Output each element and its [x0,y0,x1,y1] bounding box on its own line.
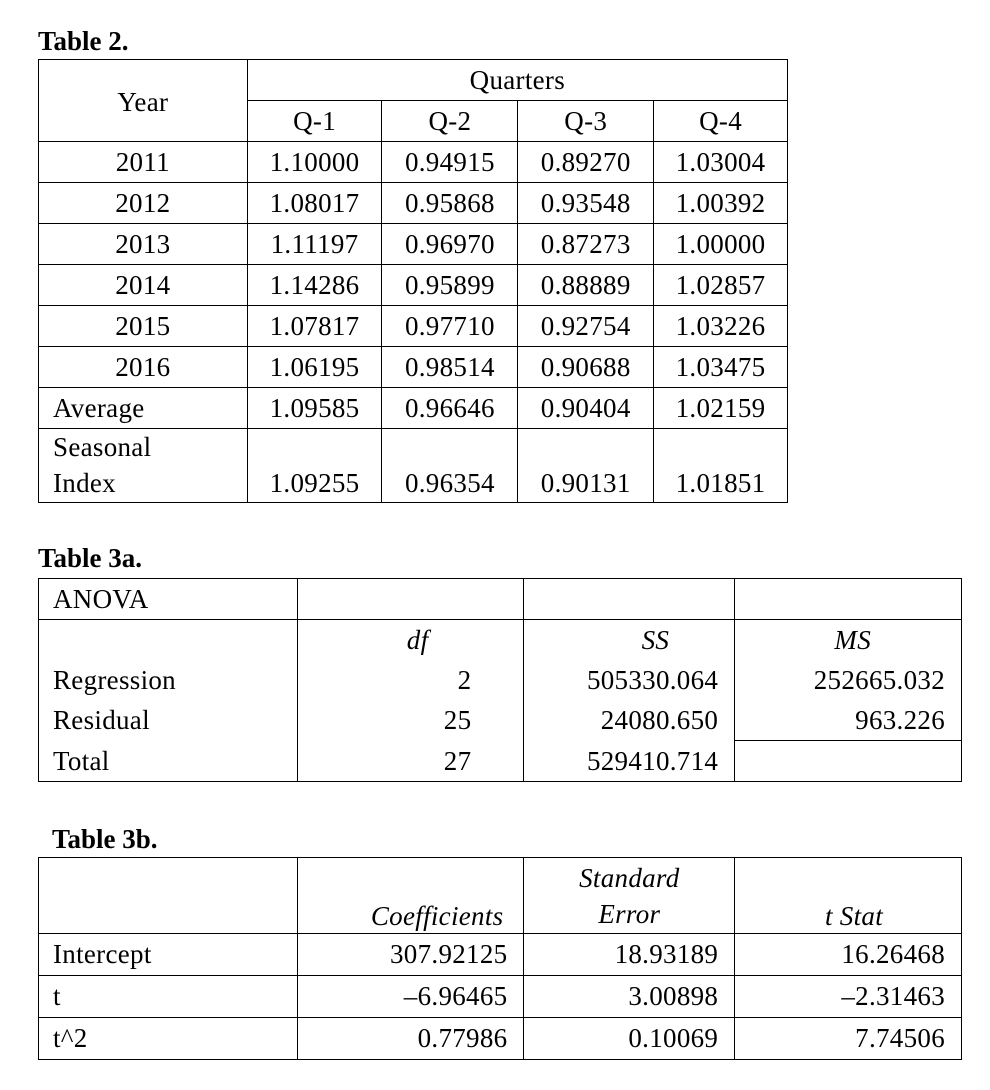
anova-title: ANOVA [39,579,298,620]
table-row [39,1017,962,1059]
table2-caption: Table 2. [38,26,129,56]
table3a-caption: Table 3a. [38,543,143,573]
table2 [38,59,788,503]
df-cell: 27 [297,741,524,782]
df-header: df [297,620,524,661]
value-cell: 0.90404 [518,388,654,429]
ms-cell [735,741,962,782]
value-cell: 1.10000 [247,142,382,183]
table-row [39,306,788,347]
value-cell: 1.03004 [654,142,788,183]
value-cell: 0.90131 [518,429,654,503]
value-cell: 0.96354 [382,429,518,503]
coef-cell: 307.92125 [297,933,524,975]
table-row [39,660,962,700]
value-cell: 1.09585 [247,388,382,429]
value-cell: 1.03475 [654,347,788,388]
value-cell: 1.02857 [654,265,788,306]
quarter-header: Q-1 [247,101,382,142]
value-cell: 1.06195 [247,347,382,388]
table3b-coefficients [38,857,962,1060]
coef-cell: 0.77986 [297,1017,524,1059]
table-row [39,933,962,975]
value-cell: 0.92754 [518,306,654,347]
t-stat-header: t Stat [735,858,962,934]
ms-cell: 252665.032 [735,660,962,700]
ss-cell: 529410.714 [524,741,735,782]
value-cell: 0.97710 [382,306,518,347]
table-row [39,142,788,183]
table-row [39,183,788,224]
df-cell: 25 [297,700,524,741]
quarter-header: Q-3 [518,101,654,142]
se-cell: 18.93189 [524,933,735,975]
value-cell: 1.07817 [247,306,382,347]
standard-error-header [524,858,735,934]
value-cell: 1.00000 [654,224,788,265]
value-cell: 1.08017 [247,183,382,224]
value-cell: 1.11197 [247,224,382,265]
coef-cell: –6.96465 [297,975,524,1017]
table-row [39,224,788,265]
standard-error-line1: Standard [579,863,680,893]
value-cell: 0.95868 [382,183,518,224]
year-cell: 2013 [39,224,248,265]
value-cell: 0.94915 [382,142,518,183]
value-cell: 0.98514 [382,347,518,388]
se-cell: 3.00898 [524,975,735,1017]
ss-header: SS [524,620,735,661]
value-cell: 0.87273 [518,224,654,265]
year-cell: 2015 [39,306,248,347]
ss-cell: 24080.650 [524,700,735,741]
table3a-anova [38,578,962,782]
quarter-header: Q-4 [654,101,788,142]
t-cell: 16.26468 [735,933,962,975]
seasonal-index-label [39,429,248,503]
df-cell: 2 [297,660,524,700]
row-label: Regression [39,660,298,700]
table-row [39,265,788,306]
row-label: t^2 [39,1017,298,1059]
value-cell: 1.03226 [654,306,788,347]
row-label: Intercept [39,933,298,975]
value-cell: 0.90688 [518,347,654,388]
t-cell: 7.74506 [735,1017,962,1059]
table-row [39,347,788,388]
row-label: Total [39,741,298,782]
year-header: Year [39,60,248,142]
year-cell: 2012 [39,183,248,224]
value-cell: 0.96646 [382,388,518,429]
year-cell: 2014 [39,265,248,306]
value-cell: 0.96970 [382,224,518,265]
quarters-header: Quarters [247,60,787,101]
row-label: t [39,975,298,1017]
coefficients-header: Coefficients [297,858,524,934]
value-cell: 0.95899 [382,265,518,306]
value-cell: 1.01851 [654,429,788,503]
ms-cell: 963.226 [735,700,962,741]
se-cell: 0.10069 [524,1017,735,1059]
table-row [39,741,962,782]
seasonal-label-line2: Index [53,468,116,499]
seasonal-label-line1: Seasonal [53,432,152,462]
average-label: Average [39,388,248,429]
year-cell: 2016 [39,347,248,388]
table-row [39,700,962,741]
value-cell: 0.93548 [518,183,654,224]
standard-error-line2: Error [598,899,661,930]
t-cell: –2.31463 [735,975,962,1017]
table-row [39,975,962,1017]
table-row-seasonal-index [39,429,788,503]
value-cell: 1.02159 [654,388,788,429]
row-label: Residual [39,700,298,741]
ss-cell: 505330.064 [524,660,735,700]
table3b-caption: Table 3b. [52,824,158,854]
quarter-header: Q-2 [382,101,518,142]
year-cell: 2011 [39,142,248,183]
value-cell: 1.00392 [654,183,788,224]
value-cell: 1.09255 [247,429,382,503]
value-cell: 0.89270 [518,142,654,183]
value-cell: 1.14286 [247,265,382,306]
table-row-average [39,388,788,429]
value-cell: 0.88889 [518,265,654,306]
ms-header: MS [735,620,962,661]
